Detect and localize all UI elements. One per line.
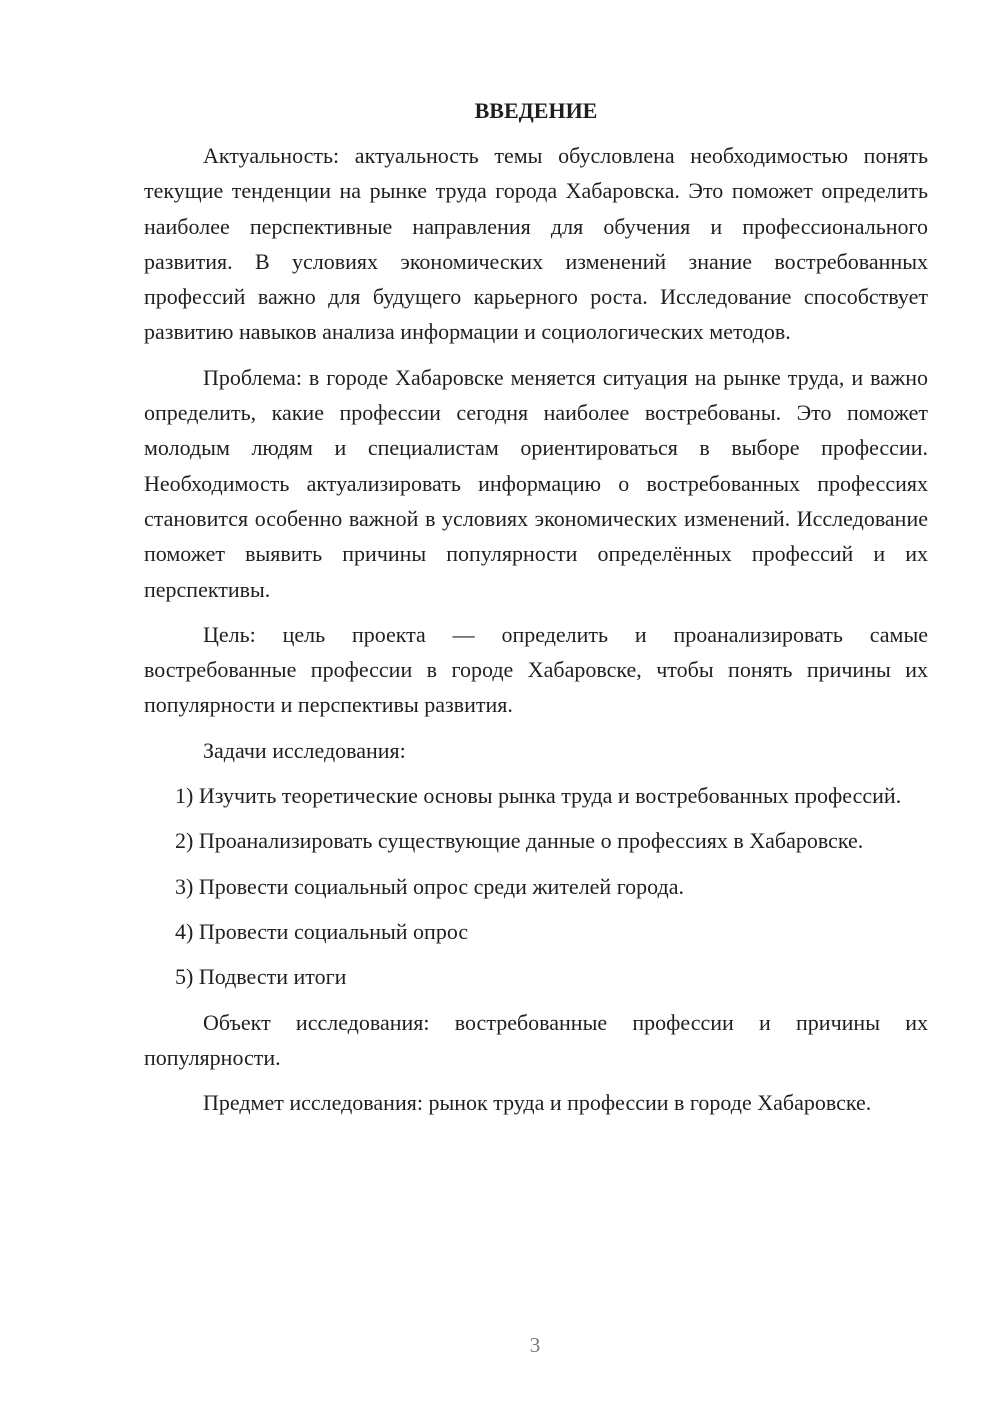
- task-item-2: 2) Проанализировать существующие данные о профессиях в Хабаровске.: [175, 828, 864, 854]
- subject-paragraph: Предмет исследования: рынок труда и профессии в городе Хабаровске.: [203, 1090, 872, 1116]
- object-paragraph: Объект исследования: востребованные профессии и причины их популярности.: [144, 1009, 928, 1070]
- document-body: [144, 96, 928, 1130]
- relevance-paragraph: Актуальность: актуальность темы обусловлена необходимостью понять текущие тенденции на рынке труда города Хабаровска. Это поможет определить наиболее перспективные направления для обучения и профессионального развития. В условиях экономических изменений знание востребованных профессий важно для будущего карьерного роста. Исследование способствует развитию навыков анализа информации и социологических методов.: [144, 143, 928, 345]
- problem-paragraph: Проблема: в городе Хабаровске меняется ситуация на рынке труда, и важно определить, какие профессии сегодня наиболее востребованы. Это поможет молодым людям и специалистам ориентироваться в выборе профессии. Необходимость актуализировать информацию о востребованных профессиях становится особенно важной в условиях экономических изменений. Исследование поможет выявить причины популярности определённых профессий и их перспективы.: [144, 364, 928, 602]
- task-item-4: 4) Провести социальный опрос: [175, 918, 469, 944]
- task-item-1: 1) Изучить теоретические основы рынка труда и востребованных профессий.: [175, 783, 902, 809]
- task-item-3: 3) Провести социальный опрос среди жителей города.: [175, 873, 685, 899]
- task-item-5: 5) Подвести итоги: [175, 964, 347, 990]
- page-number: 3: [529, 1333, 541, 1357]
- tasks-heading: Задачи исследования:: [203, 737, 406, 763]
- page-title: ВВЕДЕНИЕ: [474, 98, 598, 123]
- goal-paragraph: Цель: цель проекта — определить и проанализировать самые востребованные профессии в городе Хабаровске, чтобы понять причины их популярности и перспективы развития.: [144, 621, 928, 718]
